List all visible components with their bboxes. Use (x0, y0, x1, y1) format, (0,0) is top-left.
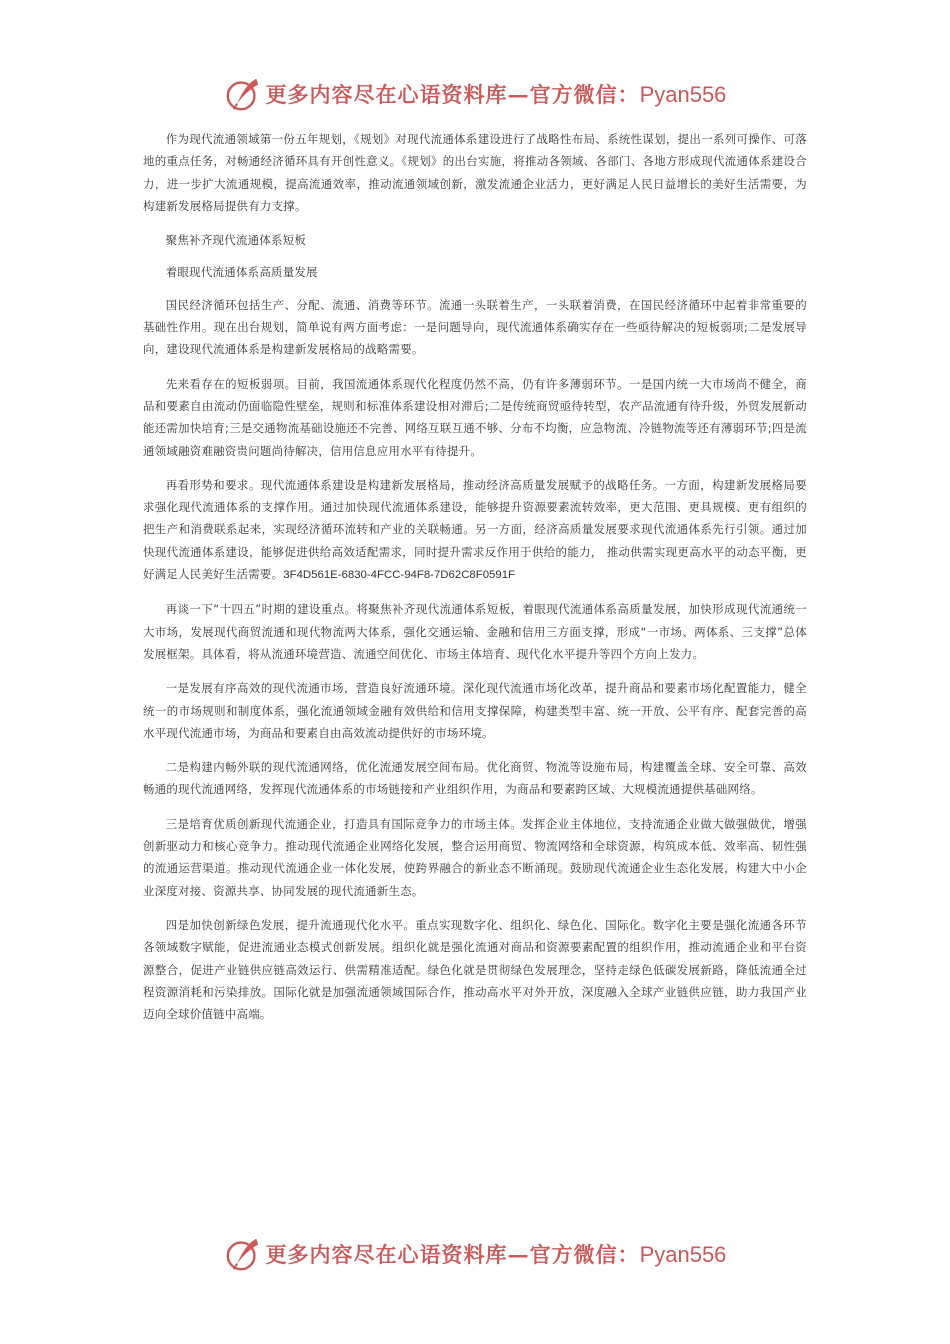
paragraph (143, 474, 807, 586)
banner-wechat-id: Pyan556 (639, 1242, 727, 1267)
quill-logo-icon (224, 75, 262, 113)
paragraph-text: 再看形势和要求。现代流通体系建设是构建新发展格局，推动经济高质量发展赋予的战略任务。一方面，构建新发展格局要求强化现代流通体系的支撑作用。通过加快现代流通体系建设，能够提升资源要素流转效率，更大范围、更具规模、更有组织的把生产和消费联系起来，实现经济循环流转和产业的关联畅通。另一方面，经济高质量发展要求现代流通体系先行引领。通过加快现代流通体系建设，能够促进供给高效适配需求，同时提升需求反作用于供给的能力， 推动供需实现更高水平的动态平衡，更好满足人民美好生活需要。 (143, 477, 807, 582)
banner-contact: 官方微信： (529, 82, 640, 107)
banner-dash: — (507, 82, 530, 107)
paragraph: 国民经济循环包括生产、分配、流通、消费等环节。流通一头联着生产，一头联着消费，在国民经济循环中起着非常重要的基础性作用。现在出台规划，简单说有两方面考虑：一是问题导向，现代流通体系确实存在一些亟待解决的短板弱项;二是发展导向，建设现代流通体系是构建新发展格局的战略需要。 (143, 297, 807, 357)
paragraph: 先来看存在的短板弱项。目前，我国流通体系现代化程度仍然不高，仍有许多薄弱环节。一是国内统一大市场尚不健全，商品和要素自由流动仍面临隐性壁垒，规则和标准体系建设相对滞后;二是传统商贸亟待转型，农产品流通有待升级，外贸发展新动能还需加快培育;三是交通物流基础设施还不完善、网络互联互通不够、分布不均衡，应急物流、冷链物流等还有薄弱环节;四是流通领域融资难融资贵问题尚待解决，信用信息应用水平有待提升。 (143, 376, 807, 458)
paragraph: 再谈一下“十四五”时期的建设重点。将聚焦补齐现代流通体系短板，着眼现代流通体系高质量发展，加快形成现代流通统一大市场，发展现代商贸流通和现代物流两大体系，强化交通运输、金融和信用三方面支撑，形成“一市场、两体系、三支撑”总体发展框架。具体看，将从流通环境营造、流通空间优化、市场主体培育、现代化水平提升等四个方向上发力。 (143, 602, 807, 661)
document-code: 3F4D561E-6830-4FCC-94F8-7D62C8F0591F (283, 569, 516, 582)
quill-logo-icon (224, 1235, 262, 1273)
paragraph: 作为现代流通领域第一份五年规划，《规划》对现代流通体系建设进行了战略性布局、系统性谋划，提出一系列可操作、可落地的重点任务，对畅通经济循环具有开创性意义。《规划》的出台实施，将推动各领域、各部门、各地方形成现代流通体系建设合力，进一步扩大流通规模，提高流通效率，推动流通领域创新，激发流通企业活力，更好满足人民日益增长的美好生活需要，为构建新发展格局提供有力支撑。 (143, 132, 807, 213)
paragraph: 一是发展有序高效的现代流通市场，营造良好流通环境。深化现代流通市场化改革，提升商品和要素市场化配置能力，健全统一的市场规则和制度体系，强化流通领域金融有效供给和信用支撑保障，构建类型丰富、统一开放、公平有序、配套完善的高水平现代流通市场，为商品和要素自由高效流动提供好的市场环境。 (143, 681, 807, 740)
paragraph: 三是培育优质创新现代流通企业，打造具有国际竞争力的市场主体。发挥企业主体地位，支持流通企业做大做强做优，增强创新驱动力和核心竞争力。推动现代流通企业网络化发展，整合运用商贸、物流网络和全球资源，构筑成本低、效率高、韧性强的流通运营渠道。推动现代流通企业一体化发展，使跨界融合的新业态不断涌现。鼓励现代流通企业生态化发展，构建大中小企业深度对接、资源共享、协同发展的现代流通新生态。 (143, 816, 807, 898)
paragraph: 四是加快创新绿色发展，提升流通现代化水平。重点实现数字化、组织化、绿色化、国际化。数字化主要是强化流通各环节各领域数字赋能，促进流通业态模式创新发展。组织化就是强化流通对商品和资源要素配置的组织作用，推动流通企业和平台资源整合，促进产业链供应链高效运行、供需精准适配。绿色化就是贯彻绿色发展理念，坚持走绿色低碳发展新路，降低流通全过程资源消耗和污染排放。国际化就是加强流通领域国际合作，推动高水平对外开放，深度融入全球产业链供应链，助力我国产业迈向全球价值链中高端。 (143, 917, 807, 1022)
footer-banner (0, 1232, 950, 1276)
banner-text (266, 1239, 727, 1269)
header-banner (0, 72, 950, 116)
banner-contact: 官方微信： (529, 1242, 640, 1267)
section-heading: 聚焦补齐现代流通体系短板 (165, 233, 307, 248)
section-heading: 着眼现代流通体系高质量发展 (165, 265, 318, 280)
paragraph: 二是构建内畅外联的现代流通网络，优化流通发展空间布局。优化商贸、物流等设施布局，构建覆盖全球、安全可靠、高效畅通的现代流通网络，发挥现代流通体系的市场链接和产业组织作用，为商品和要素跨区域、大规模流通提供基础网络。 (143, 760, 807, 797)
article-body (143, 128, 807, 1037)
banner-title: 更多内容尽在心语资料库 (265, 82, 508, 107)
banner-title: 更多内容尽在心语资料库 (265, 1242, 508, 1267)
banner-text (266, 79, 727, 109)
banner-dash: — (507, 1242, 530, 1267)
banner-wechat-id: Pyan556 (639, 82, 727, 107)
